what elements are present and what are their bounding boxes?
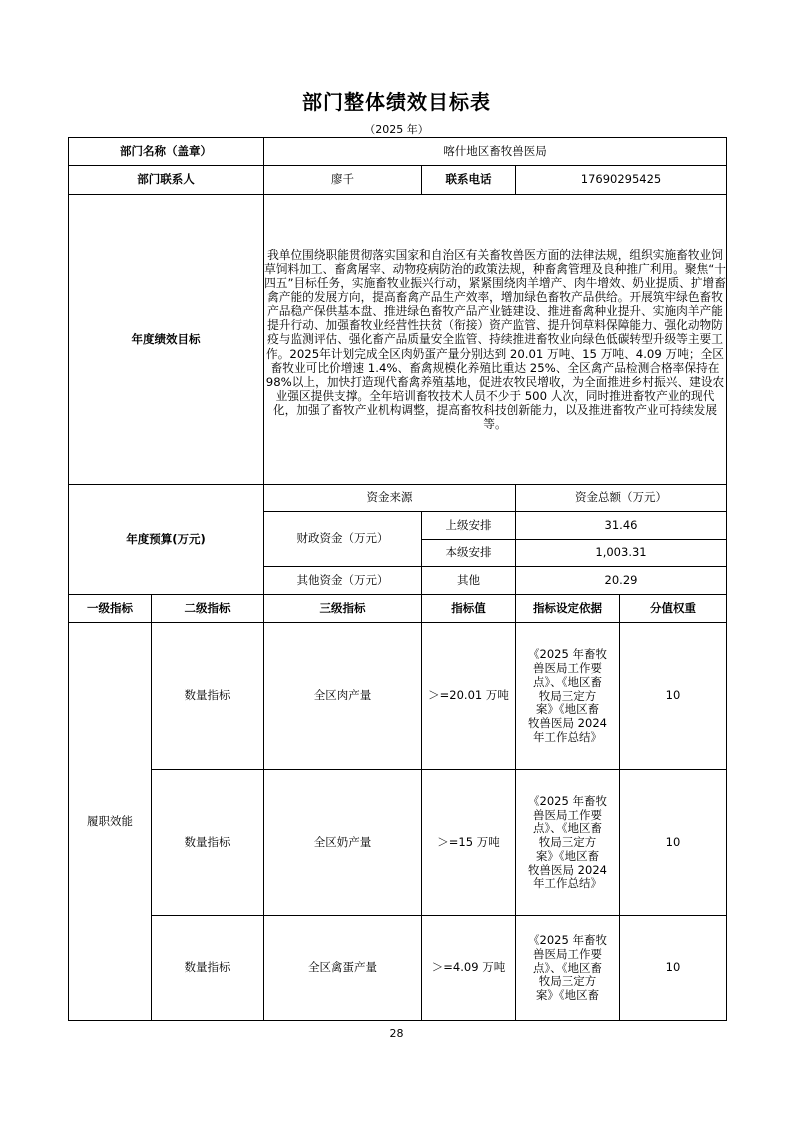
other-value: 20.29 — [516, 567, 727, 595]
upper-label: 上级安排 — [422, 512, 516, 540]
year-subtitle: （2025 年） — [364, 123, 429, 136]
basis-line: 牧局三定方 — [538, 974, 597, 989]
header-level1: 一级指标 — [69, 595, 152, 623]
basis-line: 年工作总结》 — [533, 876, 602, 891]
indicator-weight: 10 — [620, 916, 727, 1021]
indicator-value: ＞=20.01 万吨 — [422, 623, 516, 770]
indicator-basis — [516, 916, 620, 1021]
indicator-header-row — [69, 595, 727, 623]
indicator-level2: 数量指标 — [152, 623, 264, 770]
basis-line: 案》《地区畜 — [535, 988, 600, 1003]
total-header: 资金总额（万元） — [516, 485, 727, 512]
basis-line: 《2025 年畜牧 — [528, 793, 607, 808]
basis-line: 《2025 年畜牧 — [528, 933, 607, 947]
indicator-weight: 10 — [620, 623, 727, 770]
level1-value: 履职效能 — [69, 623, 152, 1021]
indicator-value: ＞=4.09 万吨 — [422, 916, 516, 1021]
basis-line: 点》、《地区畜 — [533, 674, 602, 689]
page-number: 28 — [389, 1027, 404, 1040]
header-level3: 三级指标 — [264, 595, 422, 623]
contact-row — [69, 166, 727, 195]
indicator-level3: 全区奶产量 — [264, 770, 422, 916]
basis-line: 案》《地区畜 — [535, 848, 600, 863]
contact-name: 廖千 — [264, 166, 422, 195]
indicator-weight: 10 — [620, 770, 727, 916]
budget-label: 年度预算(万元) — [69, 485, 264, 595]
fiscal-label: 财政资金（万元） — [264, 512, 422, 567]
phone-value: 17690295425 — [516, 166, 727, 195]
header-level2: 二级指标 — [152, 595, 264, 623]
dept-name-value: 喀什地区畜牧兽医局 — [264, 138, 727, 166]
goal-text: 我单位围绕职能贯彻落实国家和自治区有关畜牧兽医方面的法律法规，组织实施畜牧业饲草饲料加工、畜禽屠宰、动物疫病防治的政策法规，种畜禽管理及良种推广利用。聚焦“十四五”目标任务，实施畜牧业振兴行动，紧紧围绕肉羊增产、肉牛增效、奶业提质、扩增畜禽产能的发展方向，提高畜禽产品生产效率，增加绿色畜牧产品供给。开展筑牢绿色畜牧产品稳产保供基本盘、推进绿色畜牧产品产业链建设、推进畜禽种业提升、实施肉羊产能提升行动、加强畜牧业经营性扶贫（衔接）资产监管、提升饲草料保障能力、强化动物防疫与监测评估、强化畜产品质量安全监管、持续推进畜牧业向绿色低碳转型升级等主要工作。2025年计划完成全区肉奶蛋产量分别达到 20.01 万吨、15 万吨、4.09 万吨；全区畜牧业可比价增速 1.4%、畜禽规模化养殖比重达 25%、全区禽产品检测合格率保持在98%以上，加快打造现代畜禽养殖基地，促进农牧民增收，为全面推进乡村振兴、建设农业强区提供支撑。全年培训畜牧技术人员不少于 500 人次，同时推进畜牧产业的现代化，加强了畜牧产业机构调整，提高畜牧科技创新能力，以及推进畜牧产业可持续发展等。 — [264, 195, 727, 485]
dept-name-row — [69, 138, 727, 166]
contact-label: 部门联系人 — [69, 166, 264, 195]
basis-line: 牧局三定方 — [538, 835, 597, 850]
goal-row — [69, 195, 727, 485]
dept-name-label: 部门名称（盖章） — [69, 138, 264, 166]
other-label: 其他资金（万元） — [264, 567, 422, 595]
page-title: 部门整体绩效目标表 — [302, 90, 491, 114]
basis-line: 兽医局工作要 — [533, 661, 602, 675]
indicator-level2: 数量指标 — [152, 770, 264, 916]
basis-line: 兽医局工作要 — [533, 946, 602, 961]
other-sub-label: 其他 — [422, 567, 516, 595]
header-basis: 指标设定依据 — [516, 595, 620, 623]
basis-line: 《2025 年畜牧 — [528, 647, 607, 662]
basis-line: 点》、《地区畜 — [533, 821, 602, 836]
basis-line: 年工作总结》 — [533, 729, 602, 744]
indicator-row — [69, 623, 727, 770]
local-value: 1,003.31 — [516, 540, 727, 567]
basis-line: 兽医局工作要 — [533, 807, 602, 822]
upper-value: 31.46 — [516, 512, 727, 540]
goal-label: 年度绩效目标 — [69, 195, 264, 485]
basis-line: 牧局三定方 — [538, 688, 597, 703]
indicator-level3: 全区禽蛋产量 — [264, 916, 422, 1021]
basis-line: 点》、《地区畜 — [533, 960, 602, 975]
header-weight: 分值权重 — [620, 595, 727, 623]
indicator-value: ＞=15 万吨 — [422, 770, 516, 916]
performance-table — [68, 137, 727, 1021]
indicator-level3: 全区肉产量 — [264, 623, 422, 770]
basis-line: 牧兽医局 2024 — [528, 716, 607, 731]
header-value: 指标值 — [422, 595, 516, 623]
indicator-level2: 数量指标 — [152, 916, 264, 1021]
indicator-basis — [516, 770, 620, 916]
basis-line: 案》《地区畜 — [535, 702, 600, 717]
indicator-row — [69, 916, 727, 1021]
indicator-row — [69, 770, 727, 916]
budget-header-row — [69, 485, 727, 512]
local-label: 本级安排 — [422, 540, 516, 567]
source-header: 资金来源 — [264, 485, 516, 512]
basis-line: 牧兽医局 2024 — [528, 862, 607, 877]
phone-label: 联系电话 — [422, 166, 516, 195]
indicator-basis — [516, 623, 620, 770]
